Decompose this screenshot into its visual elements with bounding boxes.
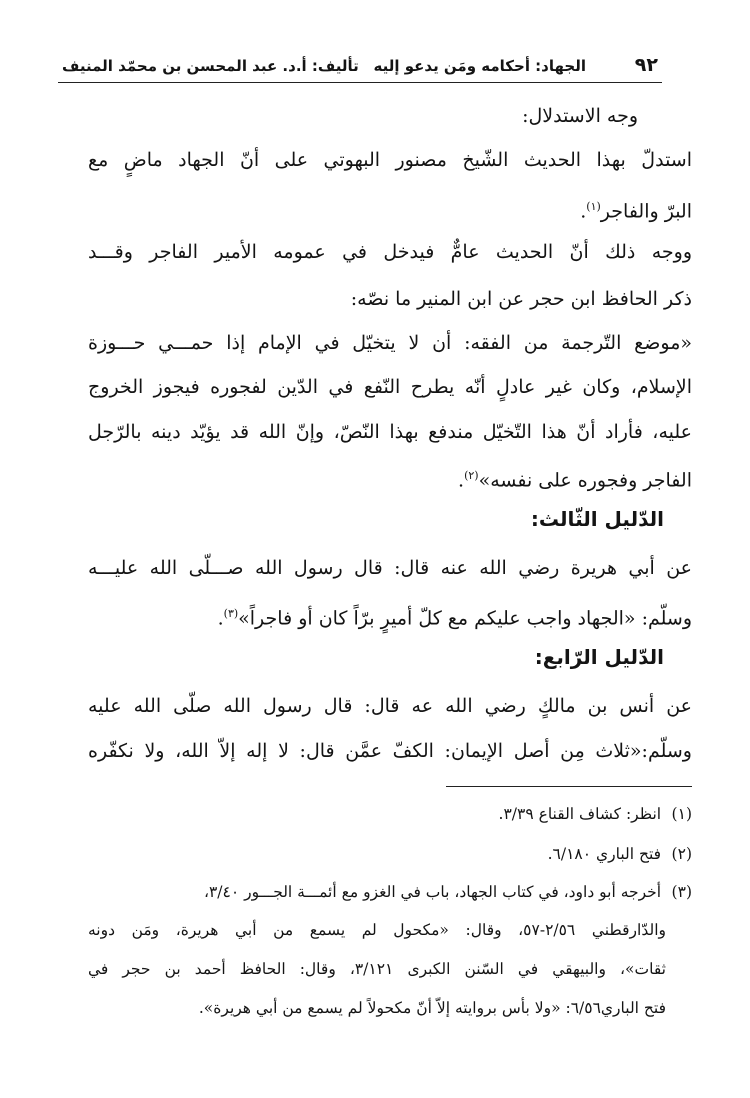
full-stop: . (580, 200, 587, 223)
paragraph-line: ووجه ذلك أنّ الحديث عامٌّ فيدخل في عمومه الأمير الفاجر وقـــد (88, 241, 692, 263)
paragraph-line: استدلّ بهذا الحديث الشّيخ مصنور البهوتي على أنّ الجهاد ماضٍ مع (88, 149, 692, 171)
footnote-line: ثقات»، والبيهقي في السّنن الكبرى ٣/١٢١، وقال: الحافظ أحمد بن حجر في (88, 960, 666, 978)
footnote-ref: (٢) (464, 469, 479, 482)
paragraph-line (580, 193, 692, 225)
quote-line: عليه، فأراد أنّ هذا التّخيّل مندفع بهذا النّصّ، وإنّ الله قد يؤيّد دينه بالرّجل (88, 421, 692, 443)
running-header (58, 52, 662, 83)
paragraph-line (218, 600, 692, 632)
section-title-wajh: وجه الاستدلال: (522, 105, 638, 127)
page-number: ٩٢ (634, 54, 658, 76)
heading-third-evidence: الدّليل الثّالث: (530, 507, 664, 531)
paragraph-line: عن أبي هريرة رضي الله عنه قال: قال رسول الله صـــلّى الله عليـــه (88, 557, 692, 579)
footnote-line: والدّارقطني ٢/٥٦-٥٧، وقال: «مكحول لم يسمع من أبي هريرة، ومَن دونه (88, 921, 666, 939)
quote-line (458, 462, 692, 494)
footnote-text: فتح الباري ٦/١٨٠. (547, 845, 662, 863)
paragraph-line: عن أنس بن مالكٍ رضي الله عه قال: قال رسول الله صلّى الله عليه (88, 695, 692, 717)
paragraph-line: وسلّم:«ثلاث مِن أصل الإيمان: الكفّ عمَّن قال: لا إله إلاّ الله، ولا نكفّره (88, 740, 692, 762)
quote-line: «موضع التّرجمة من الفقه: أن لا يتخيّل في الإمام إذا حمـــي حـــوزة (88, 332, 692, 354)
paragraph-line: ذكر الحافظ ابن حجر عن ابن المنير ما نصّه: (350, 288, 692, 310)
paragraph-text: وسلّم: «الجهاد واجب عليكم مع كلّ أميرٍ برّاً كان أو فاجراً» (238, 607, 692, 630)
paragraph-text: البرّ والفاجر (600, 200, 692, 223)
book-title: الجهاد: أحكامه ومَن يدعو إليه (373, 57, 586, 75)
footnote-text: انظر: كشاف القناع ٣/٣٩. (498, 805, 662, 823)
heading-fourth-evidence: الدّليل الرّابع: (534, 645, 664, 669)
footnote-number: (٣) (671, 883, 692, 901)
author-credit: تأليف: أ.د. عبد المحسن بن محمّد المنيف (62, 57, 359, 75)
footnote-number: (١) (671, 805, 692, 823)
footnote-1 (499, 802, 692, 826)
footnote-ref: (٣) (223, 607, 239, 620)
footnote-text: أخرجه أبو داود، في كتاب الجهاد، باب في الغزو مع أئمـــة الجـــور ٣/٤٠، (203, 883, 662, 901)
quote-text: الفاجر وفجوره على نفسه» (478, 469, 692, 492)
footnote-separator (446, 786, 692, 787)
footnote-line: فتح الباري٦/٥٦: «ولا بأس بروايته إلاّ أنّ مكحولاً لم يسمع من أبي هريرة». (198, 999, 666, 1017)
full-stop: . (217, 607, 224, 630)
footnote-ref: (١) (586, 200, 601, 213)
full-stop: . (458, 469, 465, 492)
footnote-number: (٢) (671, 845, 692, 863)
footnote-2 (548, 842, 692, 866)
footnote-3 (204, 880, 692, 904)
quote-line: الإسلام، وكان غير عادلٍ أنّه يطرح النّفع في الدّين لفجوره فيجوز الخروج (88, 376, 692, 398)
